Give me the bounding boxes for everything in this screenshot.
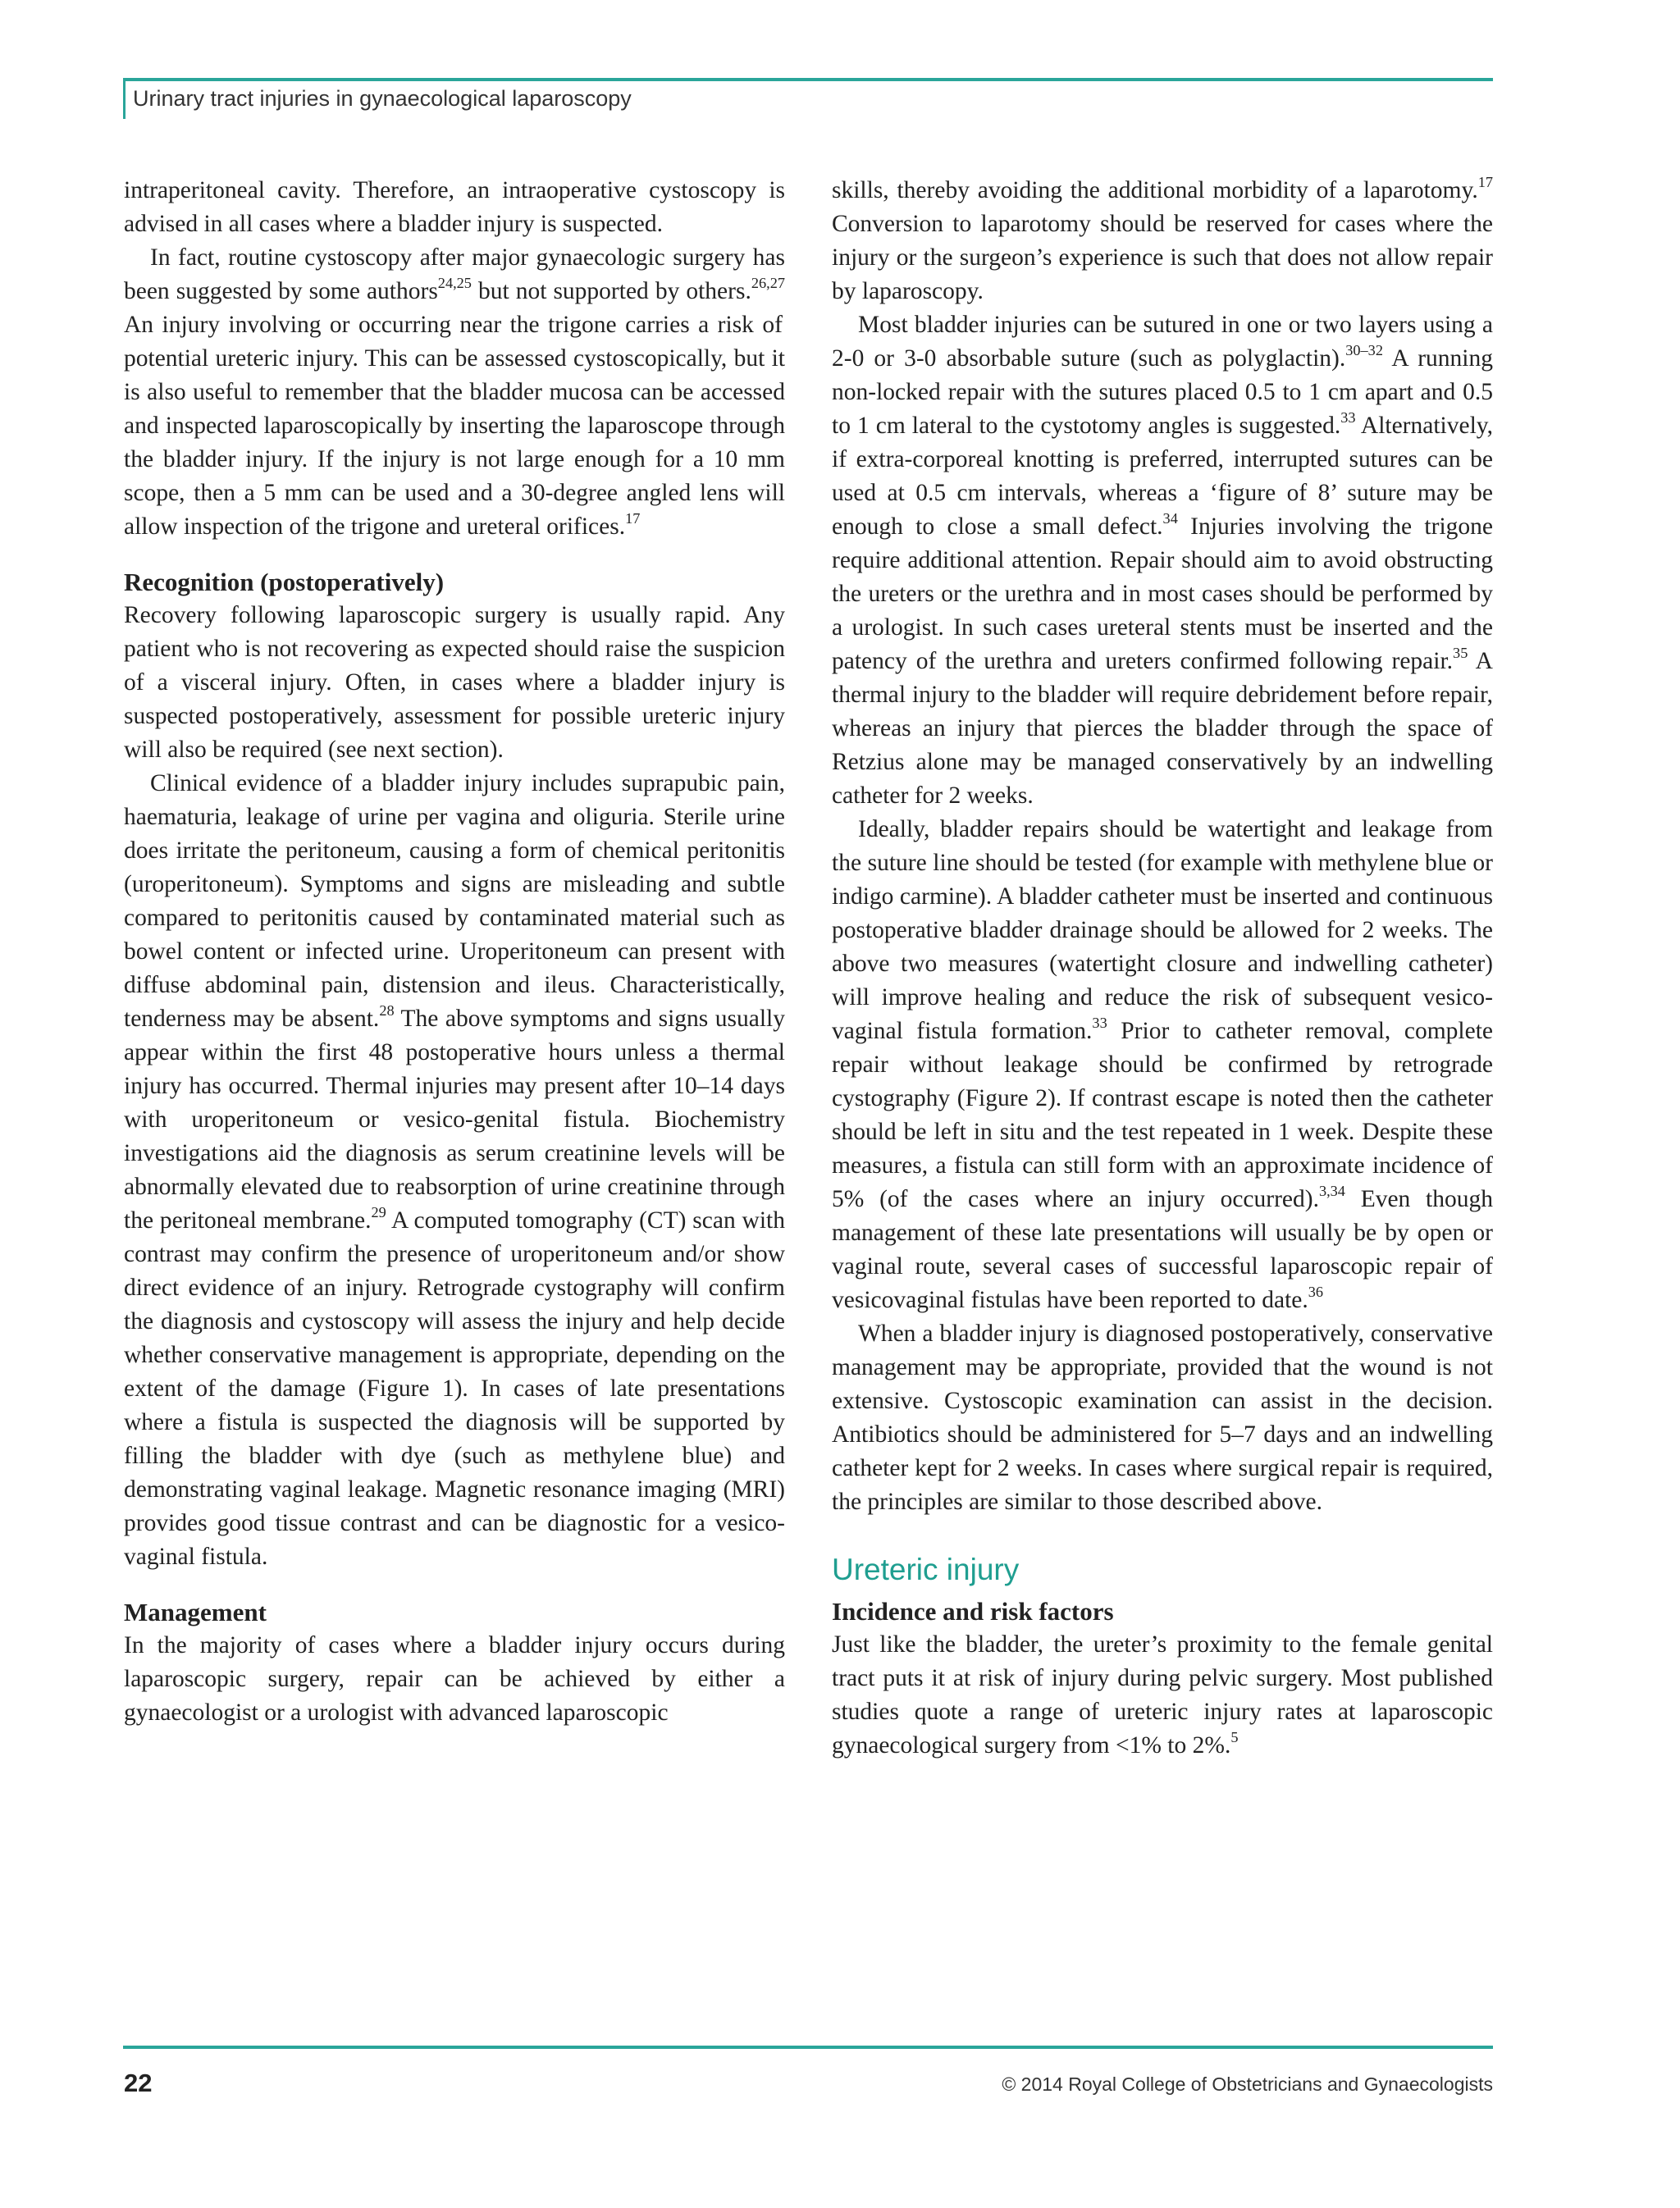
citation: 28 [379, 1002, 395, 1020]
running-head: Urinary tract injuries in gynaecological laparoscopy [133, 86, 632, 111]
citation: 29 [371, 1204, 386, 1221]
paragraph: Ideally, bladder repairs should be watertight and leakage from the suture line should be tested (for example with methylene blue or indigo carmine). A bladder catheter must be inserted and continuous postoperative bladder drainage should be allowed for 2 weeks. The above two measures (watertight closure and indwelling catheter) will improve healing and reduce the risk of subsequent vesico-vaginal fistula formation.$^{33}$ Prior to catheter removal, complete repair without leakage should be confirmed by retrograde cystography (Figure 2). If contrast escape is noted then the catheter should be left in situ and the test repeated in 1 week. Despite these measures, a fistula can still form with an approximate incidence of 5% (of the cases where an injury occurred).$^{3,34}$ Even though management of these late presentations will usually be by open or vaginal route, several cases of successful laparoscopic repair of vesicovaginal fistulas have been reported to date.$^{36}$ [832, 816, 1493, 1313]
citation: 24,25 [437, 275, 472, 292]
paragraph: Just like the bladder, the ureter’s proximity to the female genital tract puts it at risk of injury during pelvic surgery. Most published studies quote a range of ureteric injury rates at laparoscopic gynaecological surgery from <1% to 2%.$^5$ [832, 1631, 1493, 1759]
footer-rule [123, 2046, 1493, 2049]
paragraph: skills, thereby avoiding the additional morbidity of a laparotomy.$^{17}$ Conversion to laparotomy should be reserved for cases where the injury or the surgeon’s experience is such that does not allow repair by laparoscopy. [832, 174, 1493, 304]
paragraph: In the majority of cases where a bladder injury occurs during laparoscopic surgery, repair can be achieved by either a gynaecologist or a urologist with advanced laparoscopic [124, 1632, 785, 1726]
header-accent-bar [123, 78, 126, 119]
citation: 17 [1477, 174, 1493, 191]
header-rule [123, 78, 1493, 81]
paragraph: Most bladder injuries can be sutured in one or two layers using a 2-0 or 3-0 absorbable suture (such as polyglactin).$^{30-32}$ A running non-locked repair with the sutures placed 0.5 to 1 cm apart and 0.5 to 1 cm lateral to the cystotomy angles is suggested.$^{33}$ Alternatively, if extra-corporeal knotting is preferred, interrupted sutures can be used at 0.5 cm intervals, whereas a ‘figure of 8’ suture may be enough to close a small defect.$^{34}$ Injuries involving the trigone require additional attention. Repair should aim to avoid obstructing the ureters or the urethra and in most cases should be performed by a urologist. In such cases ureteral stents must be inserted and the patency of the urethra and ureters confirmed following repair.$^{35}$ A thermal injury to the bladder will require debridement before repair, whereas an injury that pierces the bladder through the space of Retzius alone may be managed conservatively by an indwelling catheter for 2 weeks. [832, 312, 1493, 809]
section-title-ureteric-injury: Ureteric injury [832, 1553, 1020, 1586]
citation: 33 [1340, 409, 1356, 427]
citation: 3,34 [1318, 1183, 1345, 1200]
paragraph: Recovery following laparoscopic surgery is usually rapid. Any patient who is not recovering as expected should raise the suspicion of a visceral injury. Often, in cases where a bladder injury is suspected postoperatively, assessment for possible ureteric injury will also be required (see next section). [124, 602, 785, 763]
section-heading-incidence: Incidence and risk factors [832, 1597, 1114, 1626]
citation: 34 [1162, 510, 1178, 527]
left-column [124, 174, 785, 1730]
citation: 30–32 [1345, 342, 1383, 359]
citation: 33 [1092, 1015, 1107, 1032]
paragraph: In fact, routine cystoscopy after major gynaecologic surgery has been suggested by some authors$^{24,25}$ but not supported by others.$^{26,27}$ An injury involving or occurring near the trigone carries a risk of potential ureteric injury. This can be assessed cystoscopically, but it is also useful to remember that the bladder mucosa can be accessed and inspected laparoscopically by inserting the laparoscope through the bladder injury. If the injury is not large enough for a 10 mm scope, then a 5 mm can be used and a 30-degree angled lens will allow inspection of the trigone and ureteral orifices.$^{17}$ [124, 244, 785, 540]
copyright-notice: © 2014 Royal College of Obstetricians and Gynaecologists [1002, 2073, 1493, 2095]
citation: 5 [1230, 1729, 1239, 1746]
page-number: 22 [124, 2069, 153, 2097]
citation: 17 [625, 510, 641, 527]
citation: 36 [1308, 1284, 1324, 1301]
citation: 35 [1453, 645, 1468, 662]
paragraph: When a bladder injury is diagnosed postoperatively, conservative management may be appropriate, provided that the wound is not extensive. Cystoscopic examination can assist in the decision. Antibiotics should be administered for 5–7 days and an indwelling catheter kept for 2 weeks. In cases where surgical repair is required, the principles are similar to those described above. [832, 1321, 1493, 1515]
section-heading-recognition: Recognition (postoperatively) [124, 568, 445, 596]
paragraph: Clinical evidence of a bladder injury includes suprapubic pain, haematuria, leakage of urine per vagina and oliguria. Sterile urine does irritate the peritoneum, causing a form of chemical peritonitis (uroperitoneum). Symptoms and signs are misleading and subtle compared to peritonitis caused by contaminated material such as bowel content or infected urine. Uroperitoneum can present with diffuse abdominal pain, distension and ileus. Characteristically, tenderness may be absent.$^{28}$ The above symptoms and signs usually appear within the first 48 postoperative hours unless a thermal injury has occurred. Thermal injuries may present after 10–14 days with uroperitoneum or vesico-genital fistula. Biochemistry investigations aid the diagnosis as serum creatinine levels will be abnormally elevated due to reabsorption of urine creatinine through the peritoneal membrane.$^{29}$ A computed tomography (CT) scan with contrast may confirm the presence of uroperitoneum and/or show direct evidence of an injury. Retrograde cystography will confirm the diagnosis and cystoscopy will assess the injury and help decide whether conservative management is appropriate, depending on the extent of the damage (Figure 1). In cases of late presentations where a fistula is suspected the diagnosis will be supported by filling the bladder with dye (such as methylene blue) and demonstrating vaginal leakage. Magnetic resonance imaging (MRI) provides good tissue contrast and can be diagnostic for a vesico-vaginal fistula. [124, 770, 785, 1570]
paragraph: intraperitoneal cavity. Therefore, an intraoperative cystoscopy is advised in all cases where a bladder injury is suspected. [124, 177, 785, 237]
right-column [832, 174, 1493, 1763]
section-heading-management: Management [124, 1598, 267, 1626]
citation: 26,27 [751, 275, 785, 292]
